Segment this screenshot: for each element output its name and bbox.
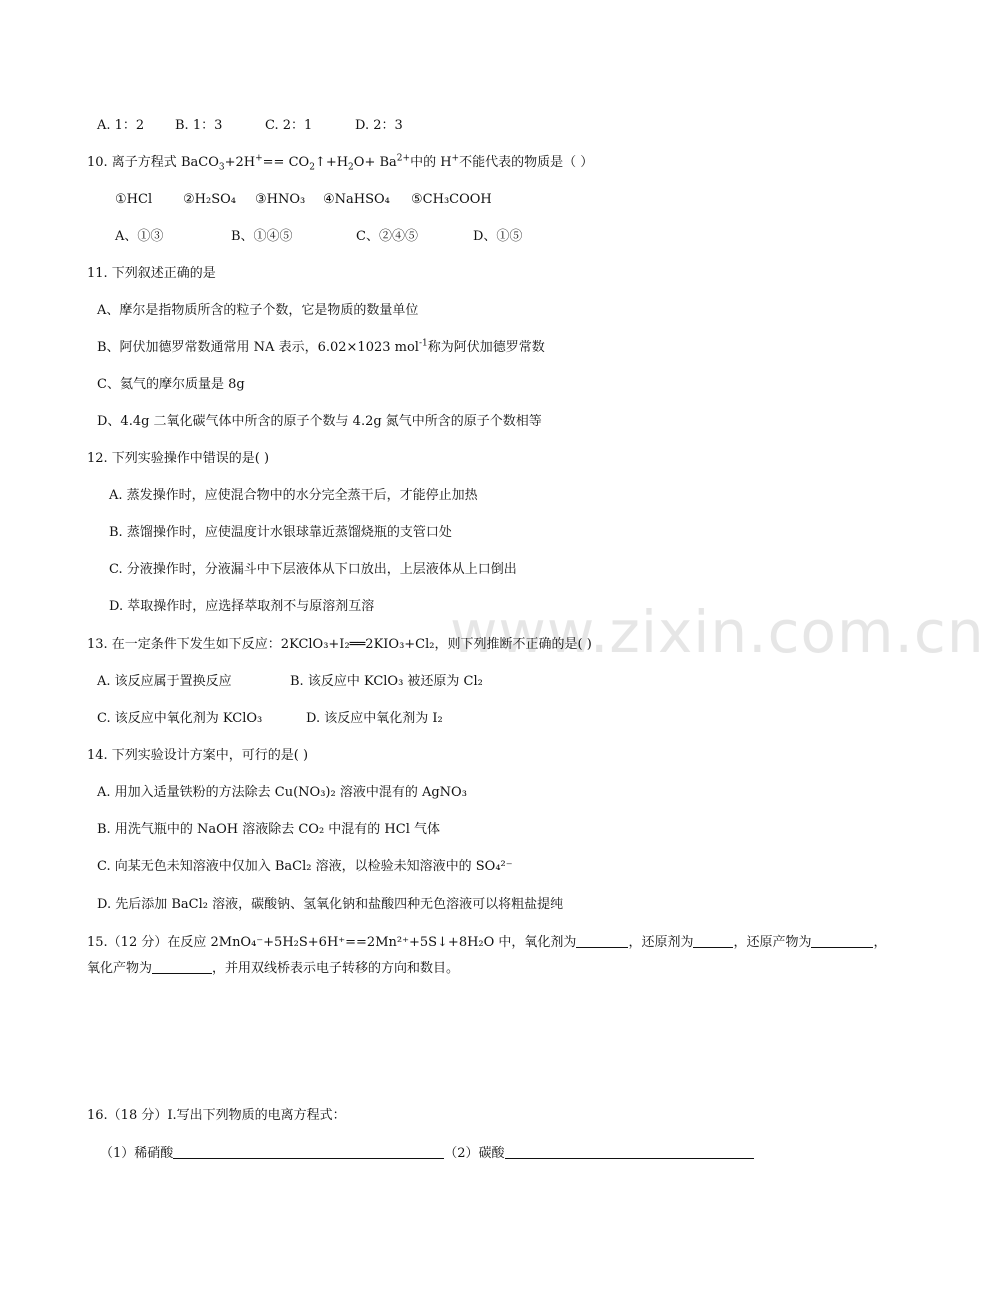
q10-substance: ①HCl xyxy=(115,192,153,207)
oxidant-blank[interactable] xyxy=(576,933,628,948)
q12-stem: 12. 下列实验操作中错误的是( ) xyxy=(87,451,270,466)
q14-option-b: B. 用洗气瓶中的 NaOH 溶液除去 CO₂ 中混有的 HCl 气体 xyxy=(97,822,440,837)
q12-option-d: D. 萃取操作时，应选择萃取剂不与原溶剂互溶 xyxy=(109,599,375,614)
carbonic-acid-ionization-blank[interactable] xyxy=(505,1144,754,1159)
q13-option-d: D. 该反应中氧化剂为 I₂ xyxy=(306,711,443,726)
q14-option-a: A. 用加入适量铁粉的方法除去 Cu(NO₃)₂ 溶液中混有的 AgNO₃ xyxy=(97,785,467,800)
q11-option-c: C、氦气的摩尔质量是 8g xyxy=(97,377,245,392)
q14-option-d: D. 先后添加 BaCl₂ 溶液，碳酸钠、氢氧化钠和盐酸四种无色溶液可以将粗盐提纯 xyxy=(97,897,564,912)
q13-option-b: B. 该反应中 KClO₃ 被还原为 Cl₂ xyxy=(290,674,483,689)
q10-substance: ②H₂SO₄ xyxy=(183,192,236,207)
q9-option-d: D. 2：3 xyxy=(355,118,403,133)
q15-line-2: 氧化产物为 ，并用双线桥表示电子转移的方向和数目。 xyxy=(87,961,460,976)
oxidation-product-blank[interactable] xyxy=(152,959,212,974)
q10-options xyxy=(115,228,522,246)
q10-option-a: A、①③ xyxy=(115,229,164,244)
watermark: www.zixin.com.cn xyxy=(450,598,985,666)
reductant-blank[interactable] xyxy=(693,933,733,948)
reduction-product-blank[interactable] xyxy=(811,933,873,948)
q13-stem: 13. 在一定条件下发生如下反应：2KClO₃+I₂══2KIO₃+Cl₂，则下列推断不正确的是( ) xyxy=(87,637,592,652)
q9-option-a: A. 1：2 xyxy=(97,118,145,133)
q16-part-1: （1）稀硝酸 （2）碳酸 xyxy=(100,1144,754,1163)
q10-option-d: D、①⑤ xyxy=(473,229,523,244)
nitric-acid-ionization-blank[interactable] xyxy=(173,1144,444,1159)
q10-option-b: B、①④⑤ xyxy=(231,229,293,244)
q12-option-c: C. 分液操作时，分液漏斗中下层液体从下口放出，上层液体从上口倒出 xyxy=(109,562,517,577)
q10-substances xyxy=(115,191,492,209)
q13-options-cd xyxy=(97,710,443,728)
q11-option-a: A、摩尔是指物质所含的粒子个数，它是物质的数量单位 xyxy=(97,303,419,318)
q13-option-a: A. 该反应属于置换反应 xyxy=(97,674,232,689)
q11-option-b: B、阿伏加德罗常数通常用 NA 表示，6.02×1023 mol$^{-1}$称为阿伏加德罗常数 xyxy=(97,338,545,355)
q9-option-b: B. 1：3 xyxy=(175,118,223,133)
q10-substance: ④NaHSO₄ xyxy=(323,192,390,207)
q16-stem: 16.（18 分）Ⅰ.写出下列物质的电离方程式： xyxy=(87,1108,346,1123)
q13-option-c: C. 该反应中氧化剂为 KClO₃ xyxy=(97,711,263,726)
q11-stem: 11. 下列叙述正确的是 xyxy=(87,266,216,281)
q14-option-c: C. 向某无色未知溶液中仅加入 BaCl₂ 溶液，以检验未知溶液中的 SO₄²⁻ xyxy=(97,859,513,874)
q10-substance: ⑤CH₃COOH xyxy=(411,192,492,207)
q14-stem: 14. 下列实验设计方案中，可行的是( ) xyxy=(87,748,309,763)
q15-line-1: 15.（12 分）在反应 2MnO₄⁻+5H₂S+6H⁺==2Mn²⁺+5S↓+8H₂O 中，氧化剂为 ，还原剂为 ，还原产物为 ， xyxy=(87,935,887,950)
q12-option-a: A. 蒸发操作时，应使混合物中的水分完全蒸干后，才能停止加热 xyxy=(109,488,478,503)
q10-substance: ③HNO₃ xyxy=(255,192,306,207)
q10-stem: 10. 离子方程式 BaCO$_3$+2H+== $CO_2↑+H_2O+ Ba^{2+}$中的 H+不能代表的物质是（ ） xyxy=(87,153,594,173)
q13-options-ab xyxy=(97,673,483,691)
q9-options xyxy=(97,117,403,135)
q10-option-c: C、②④⑤ xyxy=(356,229,418,244)
q9-option-c: C. 2：1 xyxy=(265,118,313,133)
q11-option-d: D、4.4g 二氧化碳气体中所含的原子个数与 4.2g 氮气中所含的原子个数相等 xyxy=(97,414,542,429)
q12-option-b: B. 蒸馏操作时，应使温度计水银球靠近蒸馏烧瓶的支管口处 xyxy=(109,525,452,540)
